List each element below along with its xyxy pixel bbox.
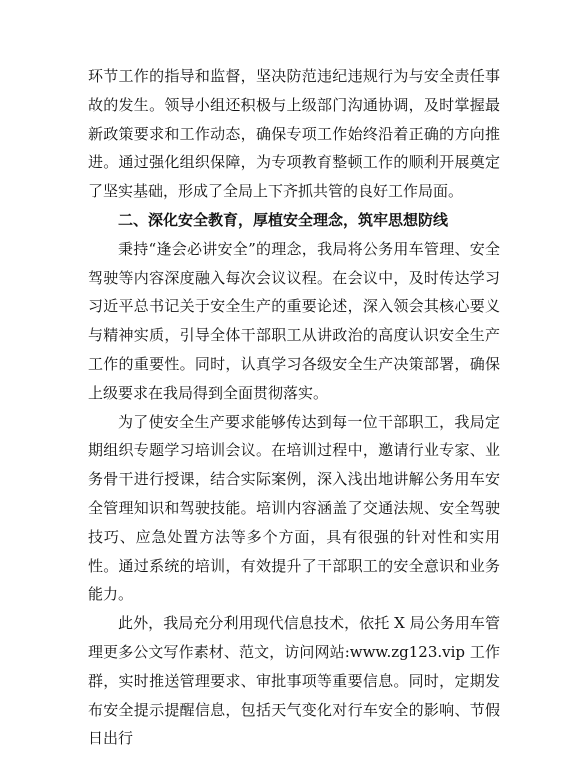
paragraph-information-technology: 此外，我局充分利用现代信息技术，依托 X 局公务用车管理更多公文写作素材、范文，访问网站:www.zg123.vip 工作群，实时推送管理要求、审批事项等重要信息。同时，定期发布安全提示提醒信息，包括天气变化对行车安全的影响、节假日出行 xyxy=(88,614,500,748)
paragraph-meeting-safety: 秉持“逢会必讲安全”的理念，我局将公务用车管理、安全驾驶等内容深度融入每次会议议程。在会议中，及时传达学习习近平总书记关于安全生产的重要论述，深入领会其核心要义与精神实质，引导全体干部职工从讲政治的高度认识安全生产工作的重要性。同时，认真学习各级安全生产决策部署，确保上级要求在我局得到全面贯彻落实。 xyxy=(88,239,500,402)
section-heading-safety-education: 二、深化安全教育，厚植安全理念，筑牢思想防线 xyxy=(118,210,449,229)
paragraph-training: 为了使安全生产要求能够传达到每一位干部职工，我局定期组织专题学习培训会议。在培训过程中，邀请行业专家、业务骨干进行授课，结合实际案例，深入浅出地讲解公务用车安全管理知识和驾驶技能。培训内容涵盖了交通法规、安全驾驶技巧、应急处置方法等多个方面，具有很强的针对性和实用性。通过系统的培训，有效提升了干部职工的安全意识和业务能力。 xyxy=(88,412,500,604)
document-page xyxy=(88,62,500,753)
paragraph-organization-guarantee: 环节工作的指导和监督，坚决防范违纪违规行为与安全责任事故的发生。领导小组还积极与上级部门沟通协调，及时掌握最新政策要求和工作动态，确保专项工作始终沿着正确的方向推进。通过强化组织保障，为专项教育整顿工作的顺利开展奠定了坚实基础，形成了全局上下齐抓共管的良好工作局面。 xyxy=(88,67,500,201)
